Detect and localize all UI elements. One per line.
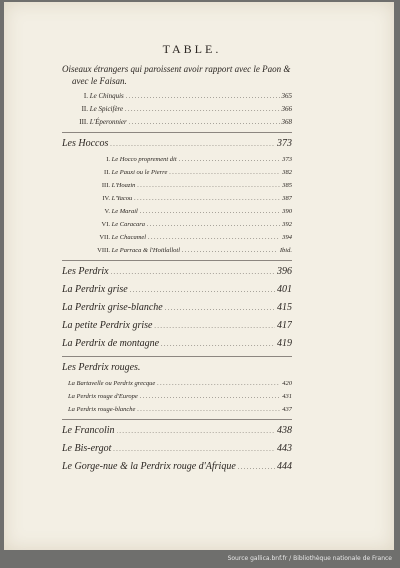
toc-entry: Le Bis-ergot . . . 443 [62, 440, 292, 458]
toc-entry: La petite Perdrix grise . . . 417 [62, 317, 292, 335]
group-foreign-birds [62, 90, 292, 129]
divider [62, 132, 292, 133]
toc-heading-perdrix-rouges: Les Perdrix rouges. [62, 362, 141, 373]
page-title: TABLE. [162, 42, 222, 56]
toc-entry: I. Le Chinquis . . . 365 [62, 90, 292, 103]
toc-entry: VI. Le Caracara . . . 392 [62, 218, 292, 231]
divider [62, 356, 292, 357]
toc-entry: III. L'Hoazin . . . 385 [62, 179, 292, 192]
group-perdrix [62, 263, 292, 353]
book-page [4, 2, 394, 550]
group-tail [62, 422, 292, 476]
toc-entry: Le Gorge-nue & la Perdrix rouge d'Afrique . . . 444 [62, 458, 292, 476]
group-hoccos [62, 153, 292, 257]
toc-entry: La Perdrix rouge d'Europe . . . 431 [62, 390, 292, 403]
toc-entry: VII. Le Chacamel . . . 394 [62, 231, 292, 244]
toc-entry: II. Le Pauxi ou le Pierre . . . 382 [62, 166, 292, 179]
section-intro: Oiseaux étrangers qui paroissent avoir rapport avec le Paon & avec le Faisan. [62, 64, 291, 86]
toc-entry: Le Francolin . . . 438 [62, 422, 292, 440]
divider [62, 419, 292, 420]
toc-entry: IV. L'Yacou . . . 387 [62, 192, 292, 205]
toc-entry: La Bartavelle ou Perdrix grecque . . . 420 [62, 377, 292, 390]
table-of-contents [62, 42, 292, 476]
divider [62, 260, 292, 261]
toc-entry: La Perdrix grise-blanche . . . 415 [62, 299, 292, 317]
toc-entry: V. Le Marail . . . 390 [62, 205, 292, 218]
toc-entry: La Perdrix rouge-blanche . . . 437 [62, 403, 292, 416]
toc-entry: La Perdrix grise . . . 401 [62, 281, 292, 299]
toc-entry-hoccos: Les Hoccos . . . 373 [62, 135, 292, 153]
toc-entry: I. Le Hocco proprement dit . . . 373 [62, 153, 292, 166]
toc-entry: III. L'Éperonnier . . . 368 [62, 116, 292, 129]
group-perdrix-rouges [62, 377, 292, 416]
toc-entry: II. Le Spicifère . . . 366 [62, 103, 292, 116]
toc-entry: VIII. Le Parraca & l'Hoitlallotl . . . Ibid. [62, 244, 292, 257]
toc-entry: La Perdrix de montagne . . . 419 [62, 335, 292, 353]
source-credit: Source gallica.bnf.fr / Bibliothèque nationale de France [227, 555, 392, 562]
toc-entry: Les Perdrix . . . 396 [62, 263, 292, 281]
